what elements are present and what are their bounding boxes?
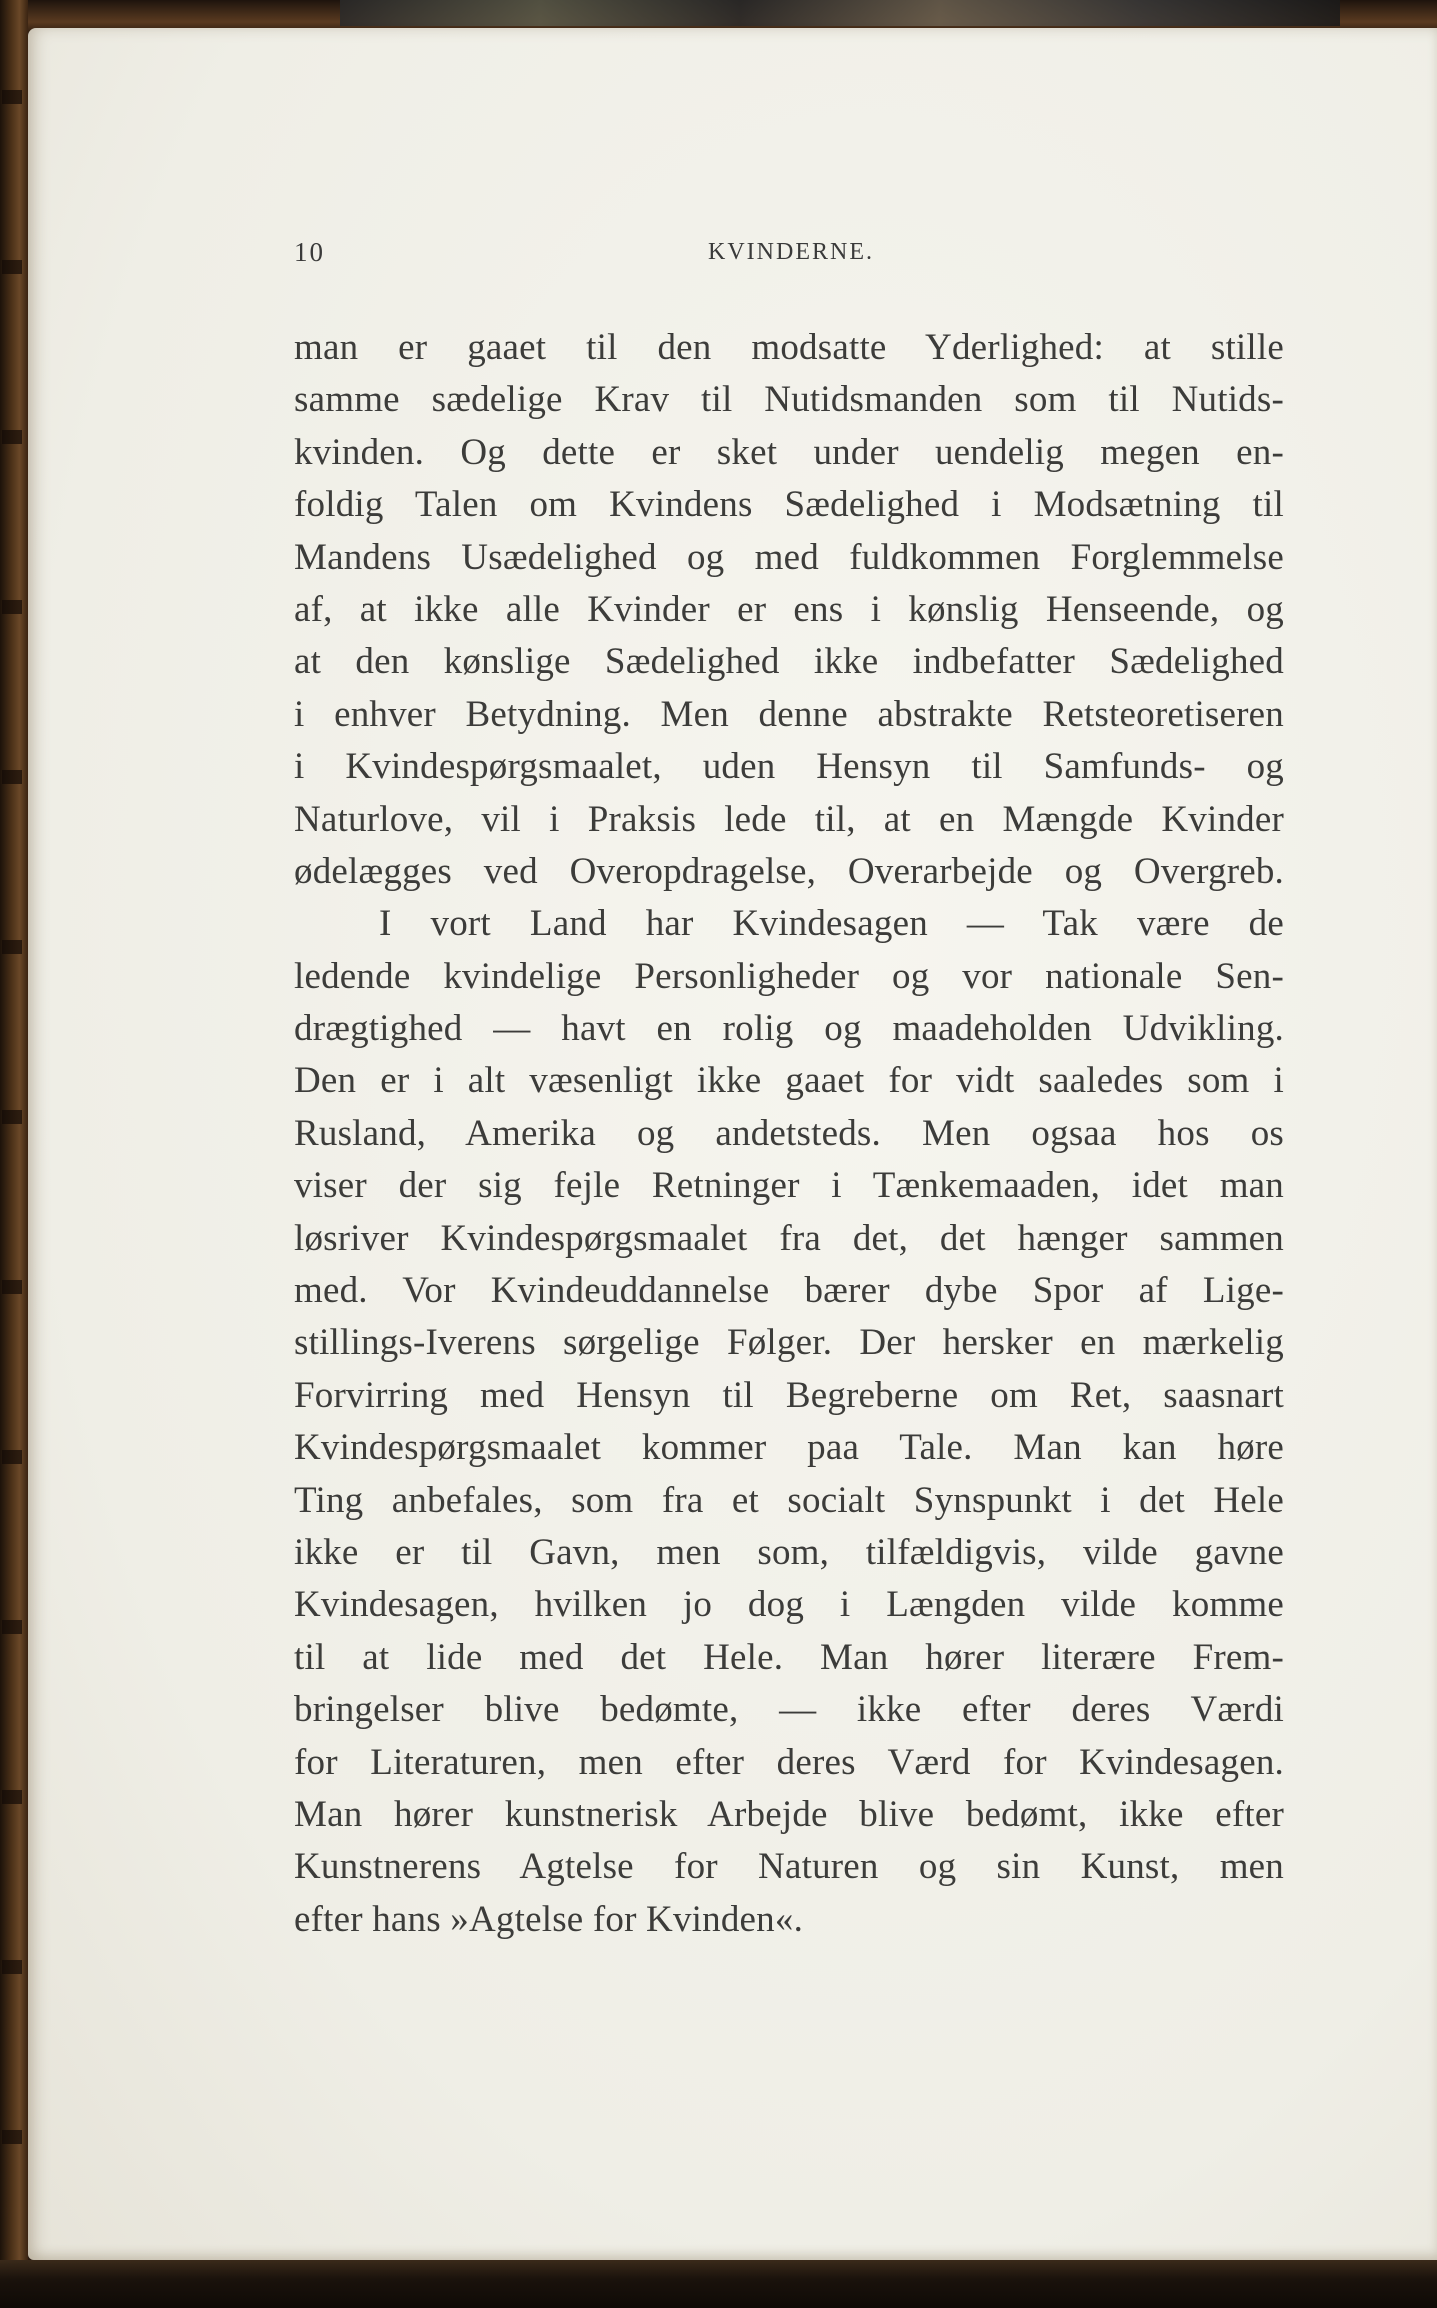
text-line: kvinden. Og dette er sket under uendelig megen en- (294, 431, 1284, 473)
text-line: Ting anbefales, som fra et socialt Synspunkt i det Hele (294, 1479, 1284, 1521)
text-line: bringelser blive bedømte, — ikke efter deres Værdi (294, 1689, 1284, 1731)
running-head: KVINDERNE. (708, 239, 874, 265)
text-line: drægtighed — havt en rolig og maadeholden Udvikling. (294, 1008, 1284, 1050)
spine-marks (2, 0, 22, 2308)
text-line: Kvindesagen, hvilken jo dog i Længden vilde komme (294, 1584, 1284, 1626)
text-line: ikke er til Gavn, men som, tilfældigvis, vilde gavne (294, 1531, 1284, 1573)
text-line: stillings-Iverens sørgelige Følger. Der hersker en mærkelig (294, 1322, 1284, 1364)
text-line: i enhver Betydning. Men denne abstrakte Retsteoretiseren (294, 693, 1284, 735)
text-line: at den kønslige Sædelighed ikke indbefatter Sædelighed (294, 641, 1284, 683)
text-line: samme sædelige Krav til Nutidsmanden som til Nutids- (294, 379, 1284, 421)
text-line: løsriver Kvindespørgsmaalet fra det, det hænger sammen (294, 1217, 1284, 1259)
body-text (294, 322, 1284, 1946)
text-line: Kvindespørgsmaalet kommer paa Tale. Man kan høre (294, 1427, 1284, 1469)
text-line: Kunstnerens Agtelse for Naturen og sin Kunst, men (294, 1846, 1284, 1888)
text-line: Den er i alt væsenligt ikke gaaet for vidt saaledes som i (294, 1060, 1284, 1102)
text-line: med. Vor Kvindeuddannelse bærer dybe Spor af Lige- (294, 1270, 1284, 1312)
text-line: viser der sig fejle Retninger i Tænkemaaden, idet man (294, 1165, 1284, 1207)
text-line: man er gaaet til den modsatte Yderlighed: at stille (294, 327, 1284, 368)
text-line: foldig Talen om Kvindens Sædelighed i Modsætning til (294, 484, 1284, 526)
text-line: Mandens Usædelighed og med fuldkommen Forglemmelse (294, 536, 1284, 578)
text-line: Forvirring med Hensyn til Begreberne om Ret, saasnart (294, 1374, 1284, 1416)
text-line: til at lide med det Hele. Man hører literære Frem- (294, 1636, 1284, 1678)
text-line: for Literaturen, men efter deres Værd for Kvindesagen. (294, 1741, 1284, 1783)
page-number: 10 (294, 237, 325, 267)
text-line: ødelægges ved Overopdragelse, Overarbejde og Overgreb. (294, 850, 1284, 892)
text-line: Rusland, Amerika og andetsteds. Men ogsaa hos os (294, 1112, 1284, 1154)
paragraph-last-line: efter hans »Agtelse for Kvinden«. (294, 1898, 804, 1940)
text-line: Man hører kunstnerisk Arbejde blive bedømt, ikke efter (294, 1793, 1284, 1835)
text-line: af, at ikke alle Kvinder er ens i kønslig Henseende, og (294, 588, 1284, 630)
paragraph-first-line: I vort Land har Kvindesagen — Tak være de (379, 903, 1284, 945)
page-header (294, 237, 1284, 271)
binding-top-edge (340, 0, 1340, 26)
bottom-edge (0, 2260, 1437, 2308)
text-line: i Kvindespørgsmaalet, uden Hensyn til Samfunds- og (294, 746, 1284, 788)
text-line: Naturlove, vil i Praksis lede til, at en Mængde Kvinder (294, 798, 1284, 840)
text-line: ledende kvindelige Personligheder og vor nationale Sen- (294, 955, 1284, 997)
